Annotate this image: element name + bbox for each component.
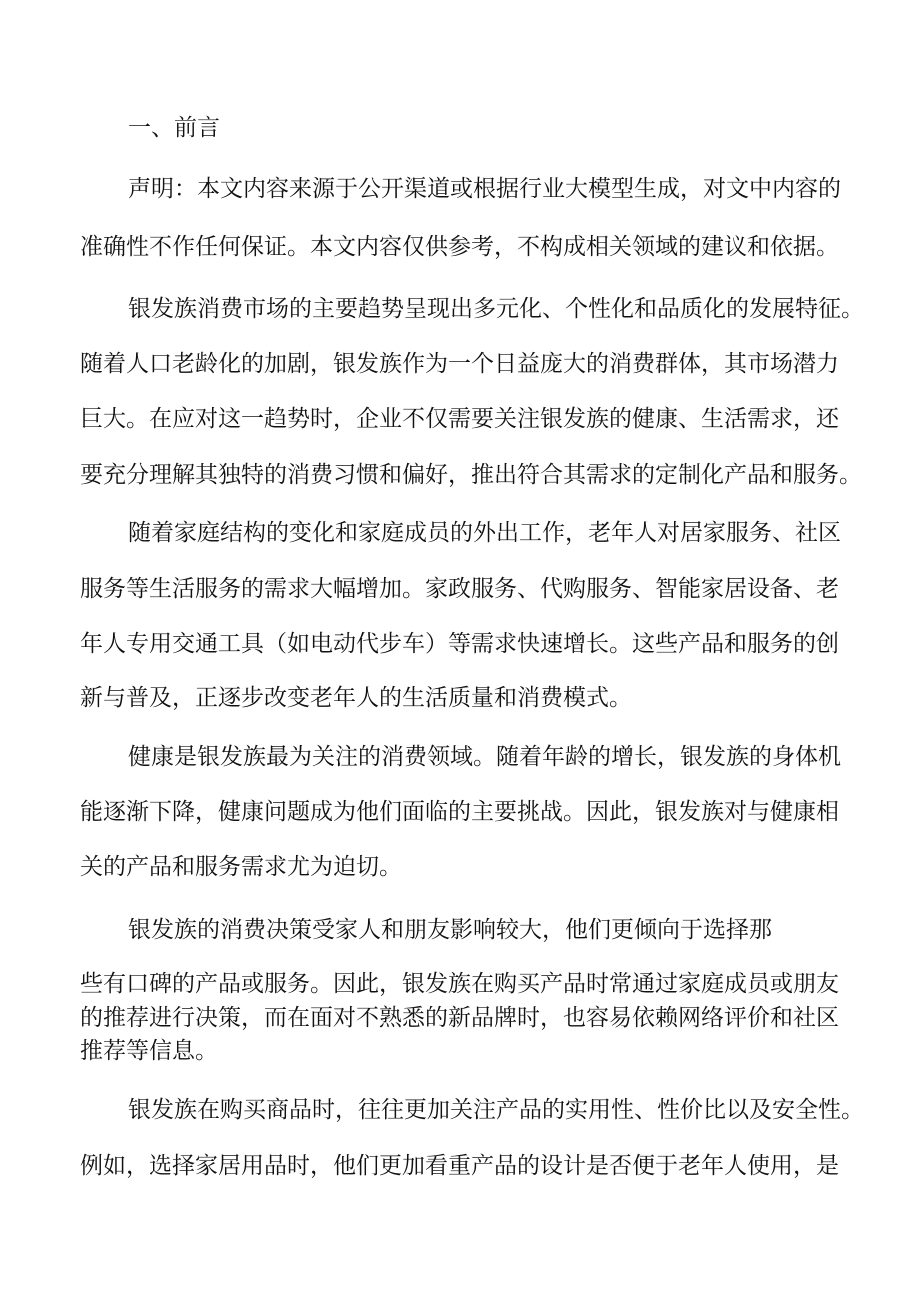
paragraph-line: 要充分理解其独特的消费习惯和偏好，推出符合其需求的定制化产品和服务。 [80, 462, 862, 488]
section-heading: 一、前言 [128, 115, 220, 141]
paragraph-line: 的推荐进行决策，而在面对不熟悉的新品牌时，也容易依赖网络评价和社区 [80, 1005, 839, 1031]
paragraph-line: 银发族的消费决策受家人和朋友影响较大，他们更倾向于选择那 [128, 917, 772, 943]
paragraph-line: 健康是银发族最为关注的消费领域。随着年龄的增长，银发族的身体机 [128, 744, 841, 770]
paragraph-line: 声明：本文内容来源于公开渠道或根据行业大模型生成，对文中内容的 [128, 176, 841, 202]
paragraph-line: 巨大。在应对这一趋势时，企业不仅需要关注银发族的健康、生活需求，还 [80, 406, 839, 432]
paragraph-line: 随着人口老龄化的加剧，银发族作为一个日益庞大的消费群体，其市场潜力 [80, 351, 839, 377]
paragraph-line: 准确性不作任何保证。本文内容仅供参考，不构成相关领域的建议和依据。 [80, 234, 839, 260]
paragraph-line: 随着家庭结构的变化和家庭成员的外出工作，老年人对居家服务、社区 [128, 520, 841, 546]
paragraph-line: 能逐渐下降，健康问题成为他们面临的主要挑战。因此，银发族对与健康相 [80, 799, 839, 825]
paragraph-line: 银发族在购买商品时，往往更加关注产品的实用性、性价比以及安全性。 [128, 1097, 864, 1123]
paragraph-line: 服务等生活服务的需求大幅增加。家政服务、代购服务、智能家居设备、老 [80, 576, 839, 602]
paragraph-line: 关的产品和服务需求尤为迫切。 [80, 854, 402, 880]
paragraph-line: 些有口碑的产品或服务。因此，银发族在购买产品时常通过家庭成员或朋友 [80, 971, 839, 997]
paragraph-line: 银发族消费市场的主要趋势呈现出多元化、个性化和品质化的发展特征。 [128, 296, 864, 322]
paragraph-line: 推荐等信息。 [80, 1038, 218, 1064]
paragraph-line: 年人专用交通工具（如电动代步车）等需求快速增长。这些产品和服务的创 [80, 631, 839, 657]
paragraph-line: 新与普及，正逐步改变老年人的生活质量和消费模式。 [80, 685, 632, 711]
paragraph-line: 例如，选择家居用品时，他们更加看重产品的设计是否便于老年人使用，是 [80, 1153, 839, 1179]
